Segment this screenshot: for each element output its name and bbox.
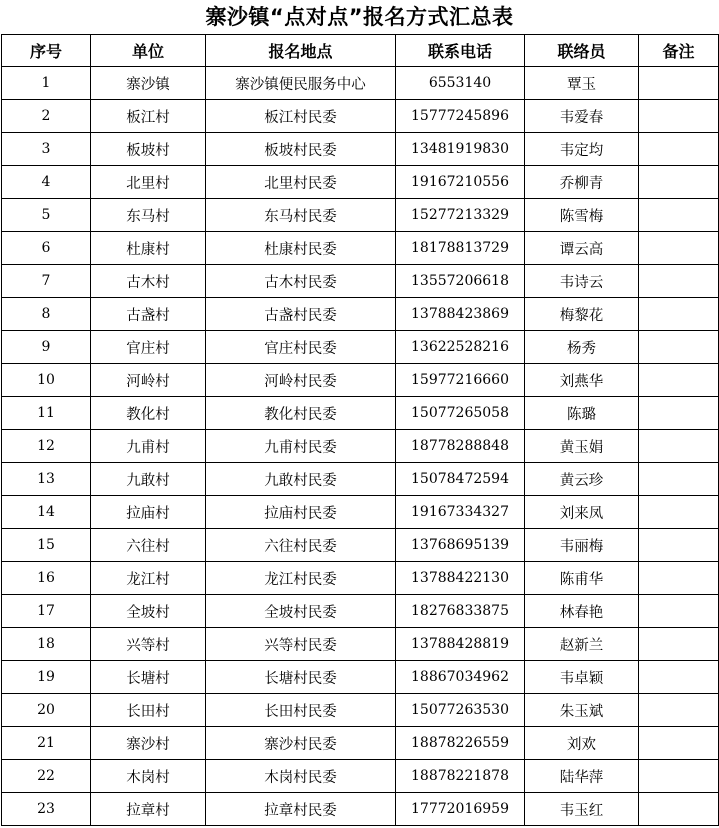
cell-note (639, 661, 719, 694)
cell-unit: 拉章村 (91, 793, 206, 826)
table-row (2, 397, 719, 430)
cell-contact: 韦丽梅 (525, 529, 639, 562)
cell-location: 龙江村民委 (206, 562, 396, 595)
cell-index: 21 (2, 727, 91, 760)
header-phone: 联系电话 (396, 35, 525, 67)
cell-contact: 陈甫华 (525, 562, 639, 595)
cell-note (639, 331, 719, 364)
cell-location: 河岭村民委 (206, 364, 396, 397)
cell-unit: 东马村 (91, 199, 206, 232)
cell-unit: 九甫村 (91, 430, 206, 463)
cell-unit: 龙江村 (91, 562, 206, 595)
cell-index: 20 (2, 694, 91, 727)
cell-index: 8 (2, 298, 91, 331)
cell-note (639, 562, 719, 595)
cell-index: 16 (2, 562, 91, 595)
cell-index: 18 (2, 628, 91, 661)
table-row (2, 628, 719, 661)
cell-note (639, 595, 719, 628)
registration-table (1, 34, 719, 826)
cell-phone: 18878226559 (396, 727, 525, 760)
table-row (2, 727, 719, 760)
cell-contact: 韦定均 (525, 133, 639, 166)
cell-location: 官庄村民委 (206, 331, 396, 364)
header-unit: 单位 (91, 35, 206, 67)
table-row (2, 496, 719, 529)
table-row (2, 595, 719, 628)
table-row (2, 463, 719, 496)
cell-location: 东马村民委 (206, 199, 396, 232)
cell-note (639, 760, 719, 793)
cell-unit: 六往村 (91, 529, 206, 562)
cell-location: 九甫村民委 (206, 430, 396, 463)
cell-unit: 木岗村 (91, 760, 206, 793)
cell-location: 板坡村民委 (206, 133, 396, 166)
cell-contact: 韦诗云 (525, 265, 639, 298)
cell-contact: 陈璐 (525, 397, 639, 430)
cell-index: 1 (2, 67, 91, 100)
cell-unit: 官庄村 (91, 331, 206, 364)
cell-note (639, 463, 719, 496)
table-row (2, 199, 719, 232)
cell-unit: 板江村 (91, 100, 206, 133)
cell-note (639, 694, 719, 727)
cell-unit: 长田村 (91, 694, 206, 727)
cell-contact: 林春艳 (525, 595, 639, 628)
header-contact: 联络员 (525, 35, 639, 67)
cell-phone: 19167334327 (396, 496, 525, 529)
cell-location: 古盏村民委 (206, 298, 396, 331)
cell-unit: 寨沙村 (91, 727, 206, 760)
cell-index: 4 (2, 166, 91, 199)
cell-location: 古木村民委 (206, 265, 396, 298)
cell-location: 拉庙村民委 (206, 496, 396, 529)
cell-index: 5 (2, 199, 91, 232)
cell-unit: 古盏村 (91, 298, 206, 331)
table-row (2, 529, 719, 562)
cell-unit: 古木村 (91, 265, 206, 298)
table-row (2, 364, 719, 397)
table-header-row (2, 35, 719, 67)
cell-index: 15 (2, 529, 91, 562)
cell-index: 7 (2, 265, 91, 298)
cell-contact: 乔柳青 (525, 166, 639, 199)
cell-note (639, 133, 719, 166)
table-body (2, 67, 719, 826)
table-row (2, 100, 719, 133)
table-row (2, 562, 719, 595)
cell-phone: 13557206618 (396, 265, 525, 298)
cell-note (639, 67, 719, 100)
cell-unit: 全坡村 (91, 595, 206, 628)
cell-location: 长田村民委 (206, 694, 396, 727)
cell-phone: 15277213329 (396, 199, 525, 232)
cell-contact: 刘来凤 (525, 496, 639, 529)
cell-location: 寨沙镇便民服务中心 (206, 67, 396, 100)
table-row (2, 298, 719, 331)
cell-note (639, 430, 719, 463)
cell-phone: 13622528216 (396, 331, 525, 364)
cell-unit: 北里村 (91, 166, 206, 199)
cell-phone: 18178813729 (396, 232, 525, 265)
table-row (2, 661, 719, 694)
cell-note (639, 265, 719, 298)
cell-unit: 板坡村 (91, 133, 206, 166)
cell-location: 六往村民委 (206, 529, 396, 562)
cell-contact: 梅黎花 (525, 298, 639, 331)
cell-note (639, 496, 719, 529)
page-title: 寨沙镇“点对点”报名方式汇总表 (205, 5, 514, 29)
cell-contact: 赵新兰 (525, 628, 639, 661)
cell-unit: 寨沙镇 (91, 67, 206, 100)
cell-contact: 刘燕华 (525, 364, 639, 397)
cell-index: 13 (2, 463, 91, 496)
cell-contact: 韦卓颖 (525, 661, 639, 694)
cell-phone: 13481919830 (396, 133, 525, 166)
cell-note (639, 727, 719, 760)
cell-unit: 教化村 (91, 397, 206, 430)
table-row (2, 760, 719, 793)
cell-contact: 韦玉红 (525, 793, 639, 826)
cell-location: 木岗村民委 (206, 760, 396, 793)
table-row (2, 793, 719, 826)
cell-note (639, 166, 719, 199)
table-row (2, 67, 719, 100)
cell-index: 10 (2, 364, 91, 397)
cell-unit: 拉庙村 (91, 496, 206, 529)
cell-index: 22 (2, 760, 91, 793)
cell-contact: 韦爱春 (525, 100, 639, 133)
table-row (2, 430, 719, 463)
cell-note (639, 529, 719, 562)
cell-phone: 13788422130 (396, 562, 525, 595)
cell-note (639, 199, 719, 232)
cell-contact: 陈雪梅 (525, 199, 639, 232)
cell-index: 12 (2, 430, 91, 463)
cell-phone: 13788423869 (396, 298, 525, 331)
cell-location: 长塘村民委 (206, 661, 396, 694)
header-index: 序号 (2, 35, 91, 67)
cell-note (639, 793, 719, 826)
cell-contact: 黄云珍 (525, 463, 639, 496)
cell-phone: 13768695139 (396, 529, 525, 562)
cell-unit: 长塘村 (91, 661, 206, 694)
cell-index: 6 (2, 232, 91, 265)
cell-phone: 18778288848 (396, 430, 525, 463)
cell-phone: 6553140 (396, 67, 525, 100)
cell-index: 17 (2, 595, 91, 628)
cell-index: 14 (2, 496, 91, 529)
table-row (2, 331, 719, 364)
cell-note (639, 628, 719, 661)
cell-phone: 18878221878 (396, 760, 525, 793)
table-row (2, 265, 719, 298)
cell-index: 19 (2, 661, 91, 694)
cell-phone: 19167210556 (396, 166, 525, 199)
cell-location: 拉章村民委 (206, 793, 396, 826)
cell-contact: 杨秀 (525, 331, 639, 364)
table-row (2, 133, 719, 166)
cell-contact: 覃玉 (525, 67, 639, 100)
cell-index: 2 (2, 100, 91, 133)
cell-location: 杜康村民委 (206, 232, 396, 265)
cell-phone: 17772016959 (396, 793, 525, 826)
cell-location: 兴等村民委 (206, 628, 396, 661)
cell-phone: 15077263530 (396, 694, 525, 727)
cell-phone: 18867034962 (396, 661, 525, 694)
cell-location: 九敢村民委 (206, 463, 396, 496)
cell-unit: 河岭村 (91, 364, 206, 397)
cell-phone: 15777245896 (396, 100, 525, 133)
cell-unit: 兴等村 (91, 628, 206, 661)
cell-phone: 15078472594 (396, 463, 525, 496)
cell-index: 9 (2, 331, 91, 364)
cell-contact: 陆华萍 (525, 760, 639, 793)
cell-index: 3 (2, 133, 91, 166)
cell-note (639, 100, 719, 133)
cell-index: 23 (2, 793, 91, 826)
table-row (2, 166, 719, 199)
cell-contact: 刘欢 (525, 727, 639, 760)
cell-unit: 九敢村 (91, 463, 206, 496)
table-row (2, 232, 719, 265)
cell-phone: 13788428819 (396, 628, 525, 661)
cell-phone: 15077265058 (396, 397, 525, 430)
cell-location: 板江村民委 (206, 100, 396, 133)
cell-note (639, 364, 719, 397)
header-location: 报名地点 (206, 35, 396, 67)
cell-note (639, 397, 719, 430)
cell-location: 寨沙村民委 (206, 727, 396, 760)
cell-note (639, 298, 719, 331)
cell-location: 教化村民委 (206, 397, 396, 430)
cell-phone: 18276833875 (396, 595, 525, 628)
header-note: 备注 (639, 35, 719, 67)
cell-note (639, 232, 719, 265)
table-row (2, 694, 719, 727)
cell-contact: 谭云高 (525, 232, 639, 265)
cell-phone: 15977216660 (396, 364, 525, 397)
cell-unit: 杜康村 (91, 232, 206, 265)
cell-contact: 黄玉娟 (525, 430, 639, 463)
cell-contact: 朱玉斌 (525, 694, 639, 727)
cell-index: 11 (2, 397, 91, 430)
cell-location: 全坡村民委 (206, 595, 396, 628)
cell-location: 北里村民委 (206, 166, 396, 199)
